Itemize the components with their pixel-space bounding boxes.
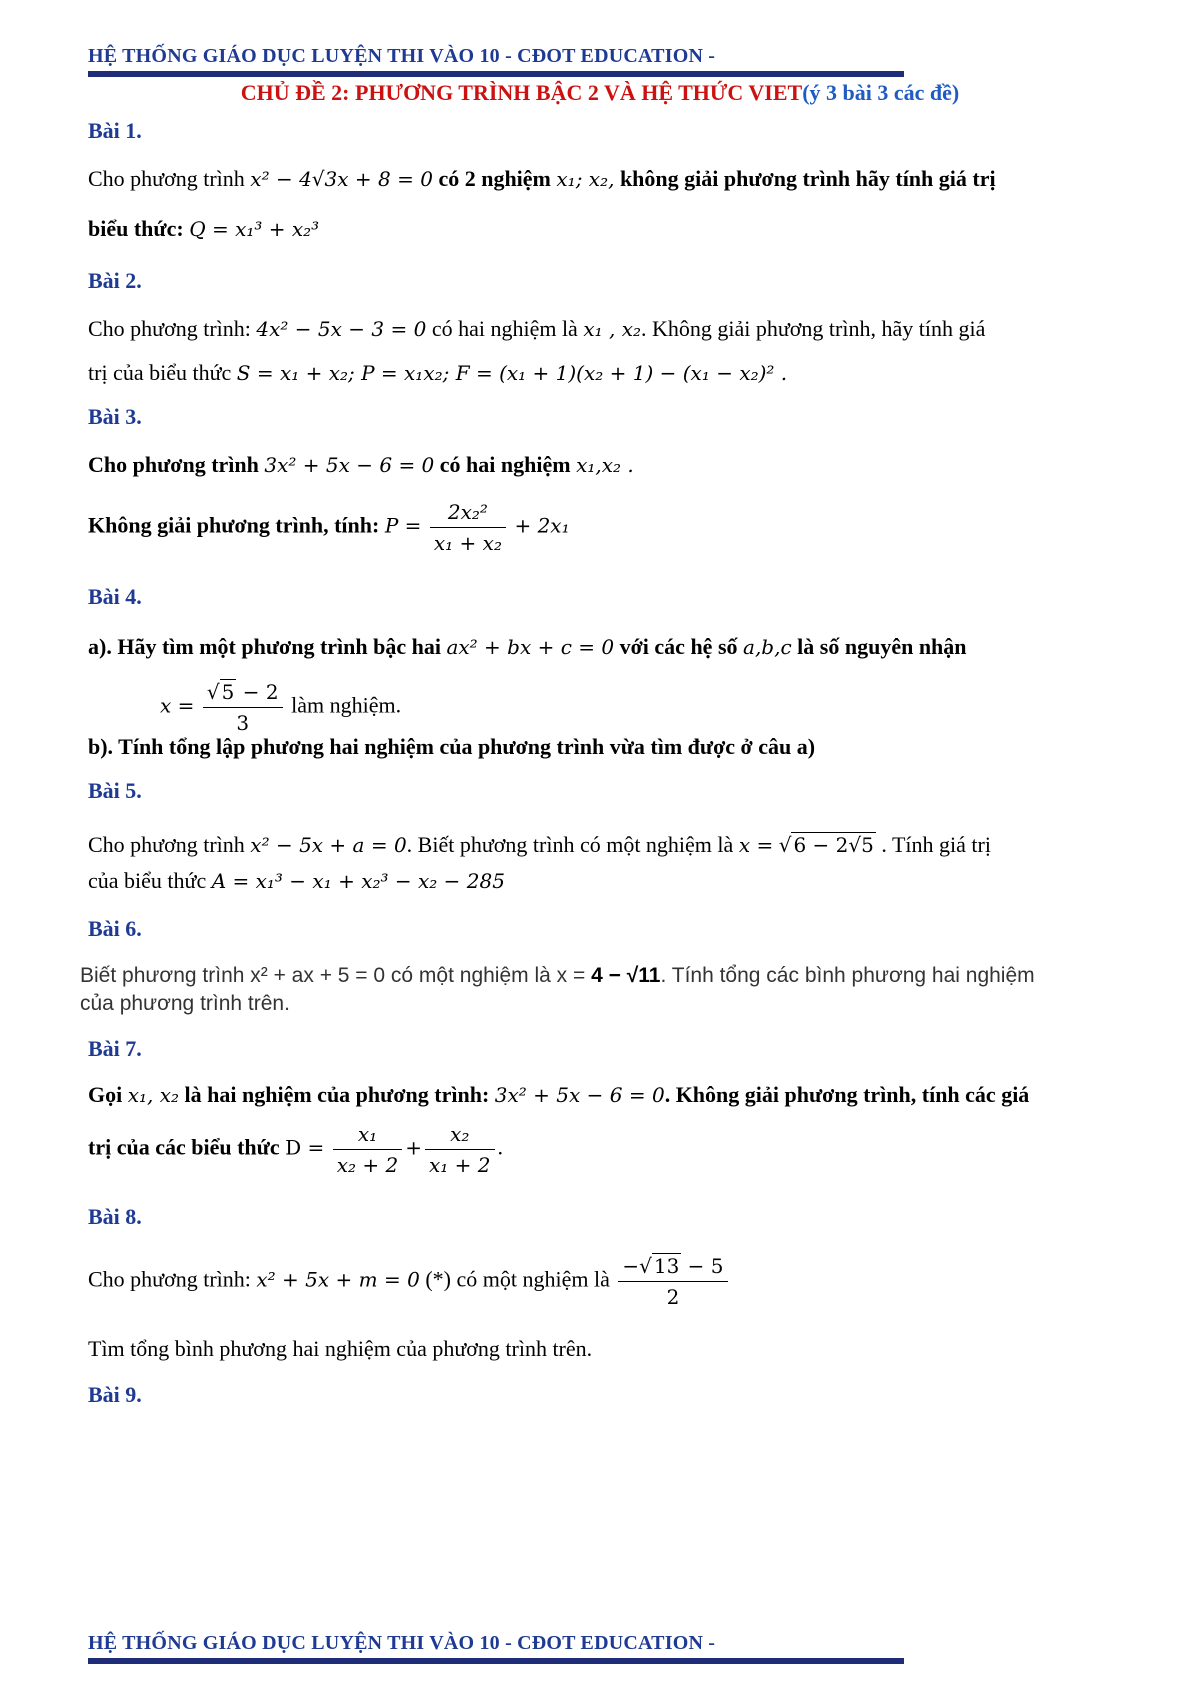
problem-7-line1: Gọi x₁, x₂ là hai nghiệm của phương trình: 3x² + 5x − 6 = 0. Không giải phương trình, tính các giá — [88, 1082, 1030, 1107]
problem-8-line1: Cho phương trình: x² + 5x + m = 0 (*) có một nghiệm là $\frac{-√ 13 - 5}{2}$ — [88, 1254, 731, 1309]
title-main: CHỦ ĐỀ 2: PHƯƠNG TRÌNH BẬC 2 VÀ HỆ THỨC VIET — [240, 80, 803, 105]
expression: S = x₁ + x₂; P = x₁x₂; F = (x₁ + 1)(x₂ + 1) − (x₁ − x₂)² . — [236, 361, 788, 385]
equation: ax² + bx + c = 0 — [446, 635, 615, 659]
roots: x₁,x₂ . — [576, 453, 634, 477]
equation: 3x² + 5x − 6 = 0 — [494, 1083, 665, 1107]
equation: x² + 5x + m = 0 — [256, 1267, 420, 1292]
problem-1-line1: Cho phương trình x² − 4√3x + 8 = 0 có 2 nghiệm x₁; x₂, không giải phương trình hãy tính giá trị — [88, 166, 996, 191]
fraction: $\frac{\text{x₁}}{\text{x₂ + 2}}$ — [333, 1122, 403, 1177]
page-footer — [88, 1631, 904, 1664]
problem-8-line2: Tìm tổng bình phương hai nghiệm của phương trình trên. — [88, 1336, 593, 1361]
problem-3-line1: Cho phương trình 3x² + 5x − 6 = 0 có hai nghiệm x₁,x₂ . — [88, 452, 634, 477]
roots: x₁ , x₂ — [583, 317, 641, 341]
header-text: HỆ THỐNG GIÁO DỤC LUYỆN THI VÀO 10 - CĐOT EDUCATION - — [88, 45, 716, 67]
problem-6-line1: Biết phương trình x² + ax + 5 = 0 có một nghiệm là x = 4 − √11. Tính tổng các bình phương hai nghiệm — [80, 964, 1035, 987]
problem-7-line2: trị của các biểu thức D = $\frac{\text{x₁}}{\text{x₂ + 2}}$ + $\frac{\text{x₂}}{\text{x₁ + 2}}$ . — [88, 1122, 504, 1177]
problem-4-line1: a). Hãy tìm một phương trình bậc hai ax² + bx + c = 0 với các hệ số a,b,c là số nguyên nhận — [88, 634, 967, 659]
root-value: √ 6 − 2√5 — [778, 833, 874, 857]
problem-7-heading: Bài 7. — [88, 1036, 142, 1061]
problem-4-line3: b). Tính tổng lập phương hai nghiệm của phương trình vừa tìm được ở câu a) — [88, 734, 816, 759]
problem-3-heading: Bài 3. — [88, 404, 142, 429]
problem-8-heading: Bài 8. — [88, 1204, 142, 1229]
title-note: (ý 3 bài 3 các đề) — [802, 80, 960, 105]
footer-text: HỆ THỐNG GIÁO DỤC LUYỆN THI VÀO 10 - CĐOT EDUCATION - — [88, 1632, 716, 1654]
coefficients: a,b,c — [743, 635, 792, 659]
expression: A = x₁³ − x₁ + x₂³ − x₂ − 285 — [211, 869, 505, 893]
fraction: $\frac{\text{x₂}}{\text{x₁ + 2}}$ — [425, 1122, 495, 1177]
roots: x₁; x₂, — [556, 167, 615, 191]
equation: 4x² − 5x − 3 = 0 — [256, 317, 427, 341]
problem-2-heading: Bài 2. — [88, 268, 142, 293]
fraction: $\frac{√ 5 - 2}{3}$ — [203, 680, 283, 735]
root-value: 4 − √11 — [591, 964, 661, 987]
problem-5-line1: Cho phương trình x² − 5x + a = 0. Biết phương trình có một nghiệm là x = √ 6 − 2√5 . Tính giá trị — [88, 832, 991, 857]
problem-6-heading: Bài 6. — [88, 916, 142, 941]
equation: x² − 4√3x + 8 = 0 — [250, 167, 433, 191]
page-header — [88, 44, 904, 77]
equation: x² − 5x + a = 0 — [250, 833, 407, 857]
problem-2-line1: Cho phương trình: 4x² − 5x − 3 = 0 có hai nghiệm là x₁ , x₂. Không giải phương trình, hãy tính giá — [88, 316, 986, 341]
problem-5-line2: của biểu thức A = x₁³ − x₁ + x₂³ − x₂ − 285 — [88, 868, 505, 893]
footer-rule — [88, 1658, 904, 1664]
roots: x₁, x₂ — [127, 1083, 180, 1107]
problem-6-line2: của phương trình trên. — [80, 992, 290, 1015]
problem-3-line2: Không giải phương trình, tính: P = $\frac{\text{2x₂²}}{\text{x₁ + x₂}}$ + 2x₁ — [88, 500, 570, 555]
expression: Q = x₁³ + x₂³ — [189, 217, 320, 241]
fraction: $\frac{\text{2x₂²}}{\text{x₁ + x₂}}$ — [430, 500, 506, 555]
problem-4-heading: Bài 4. — [88, 584, 142, 609]
fraction: $\frac{-√ 13 - 5}{2}$ — [618, 1254, 727, 1309]
problem-1-line2: biểu thức: Q = x₁³ + x₂³ — [88, 216, 320, 241]
problem-2-line2: trị của biểu thức S = x₁ + x₂; P = x₁x₂; F = (x₁ + 1)(x₂ + 1) − (x₁ − x₂)² . — [88, 360, 788, 385]
problem-9-heading: Bài 9. — [88, 1382, 142, 1407]
problem-5-heading: Bài 5. — [88, 778, 142, 803]
problem-4-line2: x = $\frac{√ 5 - 2}{3}$ làm nghiệm. — [160, 680, 402, 735]
equation: 3x² + 5x − 6 = 0 — [264, 453, 435, 477]
problem-1-heading: Bài 1. — [88, 118, 142, 143]
page-title — [0, 80, 1200, 106]
header-rule — [88, 71, 904, 77]
